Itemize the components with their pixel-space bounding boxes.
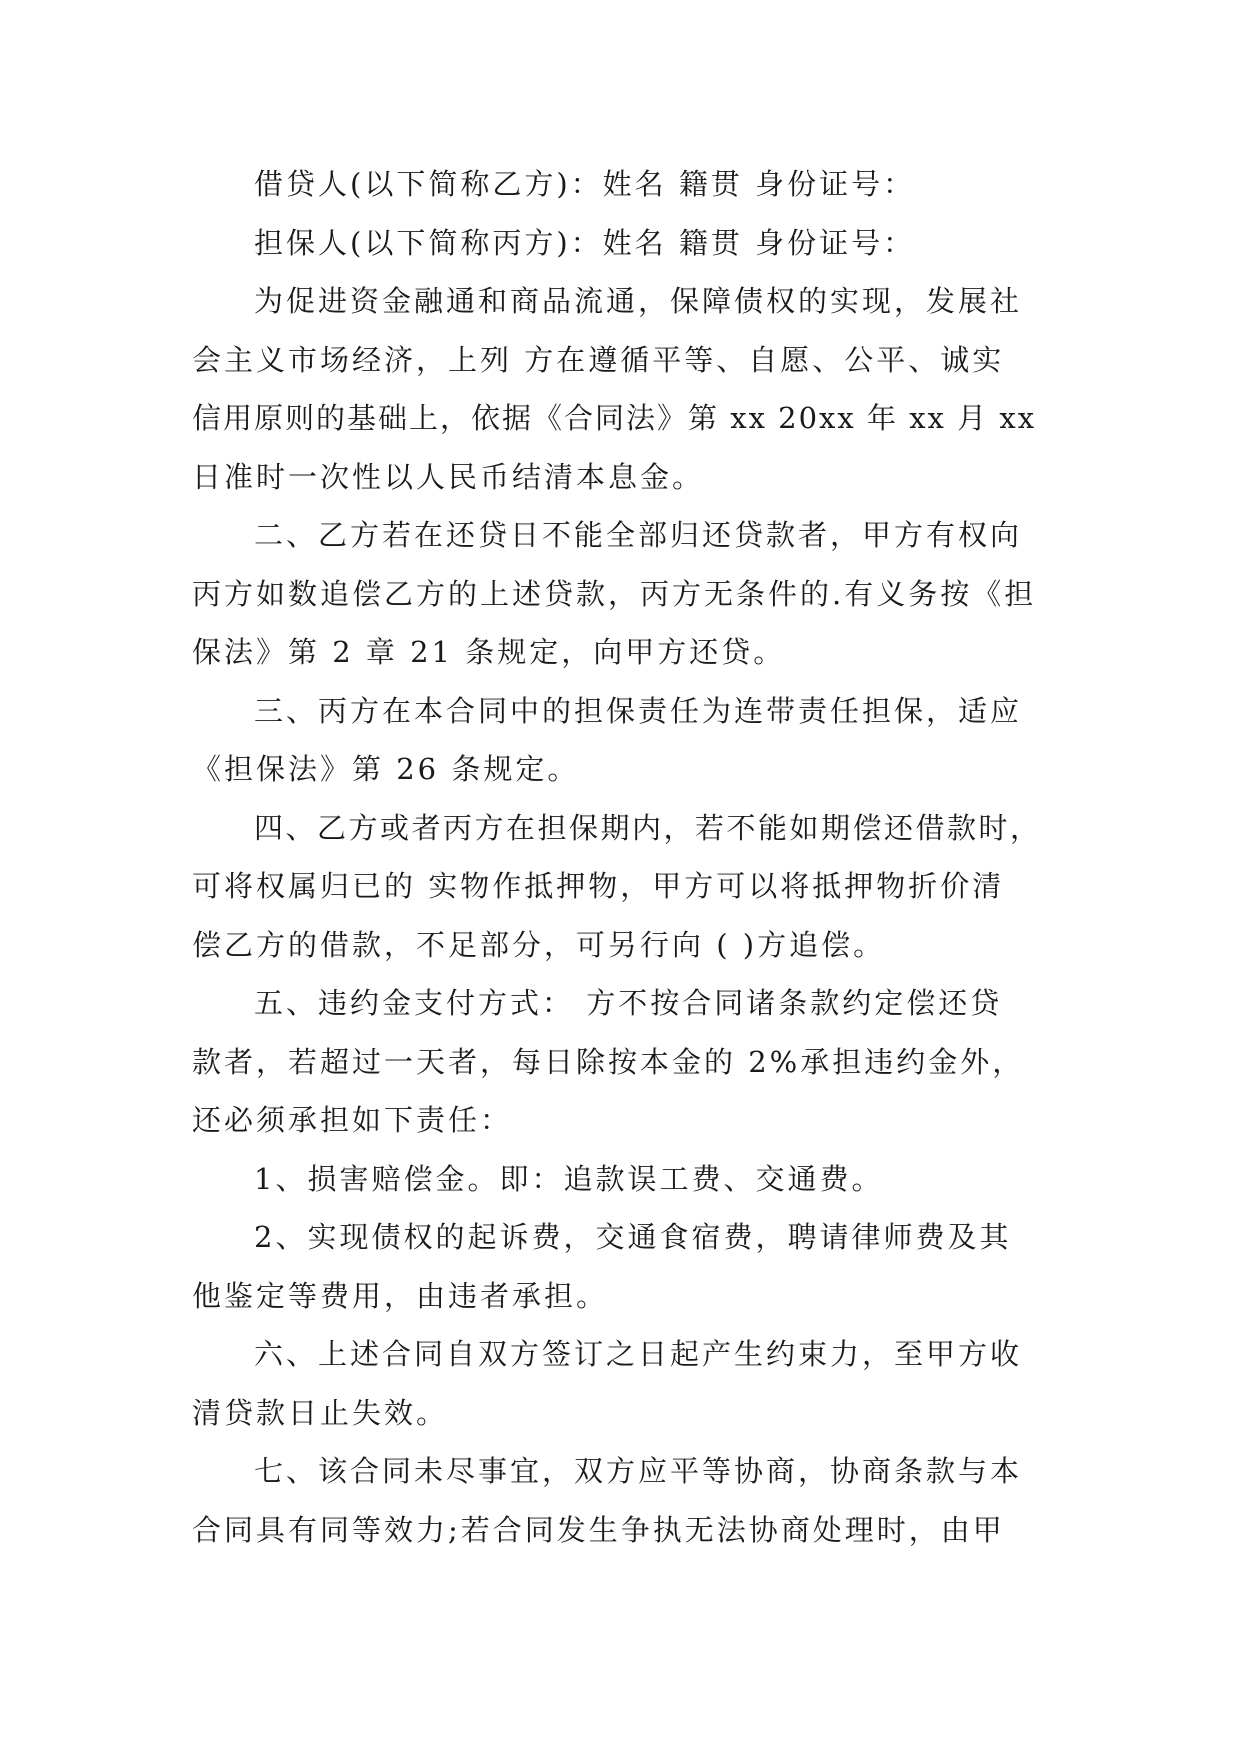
text-line: 款者，若超过一天者，每日除按本金的 2%承担违约金外，: [192, 1044, 1025, 1079]
text-line: 五、违约金支付方式： 方不按合同诸条款约定偿还贷: [254, 986, 1003, 1020]
paragraph-borrower: [192, 155, 1052, 214]
text-line: 偿乙方的借款，不足部分，可另行向 ( )方追偿。: [192, 927, 886, 962]
paragraph-clause-6: [192, 1325, 1052, 1442]
text-line: 担保人(以下简称丙方)：姓名 籍贯 身份证号：: [254, 225, 916, 260]
text-line: 《担保法》第 26 条规定。: [192, 752, 580, 786]
text-line: 还必须承担如下责任：: [192, 1103, 513, 1137]
document-page: [192, 155, 1052, 1559]
text-line: 会主义市场经济，上列 方在遵循平等、自愿、公平、诚实: [192, 342, 1005, 377]
paragraph-item-2: [192, 1208, 1052, 1325]
text-line: 信用原则的基础上，依据《合同法》第 xx 20xx 年 xx 月 xx: [192, 401, 1037, 435]
text-line: 清贷款日止失效。: [192, 1395, 449, 1430]
paragraph-item-1: [192, 1150, 1052, 1209]
text-line: 合同具有同等效力;若合同发生争执无法协商处理时，由甲: [192, 1512, 1005, 1547]
text-line: 日准时一次性以人民币结清本息金。: [192, 459, 705, 494]
text-line: 2、实现债权的起诉费，交通食宿费，聘请律师费及其: [254, 1220, 1012, 1254]
paragraph-clause-4: [192, 799, 1052, 975]
text-line: 七、该合同未尽事宜，双方应平等协商，协商条款与本: [254, 1454, 1023, 1488]
paragraph-clause-3: [192, 682, 1052, 799]
paragraph-preamble: [192, 272, 1052, 506]
paragraph-guarantor: [192, 214, 1052, 273]
text-line: 保法》第 2 章 21 条规定，向甲方还贷。: [192, 635, 786, 669]
text-line: 三、丙方在本合同中的担保责任为连带责任担保，适应: [254, 693, 1023, 728]
text-line: 为促进资金融通和商品流通，保障债权的实现，发展社: [254, 284, 1023, 318]
text-line: 借贷人(以下简称乙方)：姓名 籍贯 身份证号：: [254, 167, 916, 201]
paragraph-clause-5: [192, 974, 1052, 1150]
text-line: 六、上述合同自双方签订之日起产生约束力，至甲方收: [254, 1337, 1023, 1371]
text-line: 四、乙方或者丙方在担保期内，若不能如期偿还借款时，: [254, 810, 1042, 845]
text-line: 他鉴定等费用，由违者承担。: [192, 1278, 609, 1313]
text-line: 丙方如数追偿乙方的上述贷款，丙方无条件的.有义务按《担: [192, 576, 1037, 611]
text-line: 二、乙方若在还贷日不能全部归还贷款者，甲方有权向: [254, 518, 1023, 552]
text-line: 1、损害赔偿金。即：追款误工费、交通费。: [254, 1161, 884, 1196]
paragraph-clause-7: [192, 1442, 1052, 1559]
paragraph-clause-2: [192, 506, 1052, 682]
text-line: 可将权属归已的 实物作抵押物，甲方可以将抵押物折价清: [192, 869, 1005, 903]
